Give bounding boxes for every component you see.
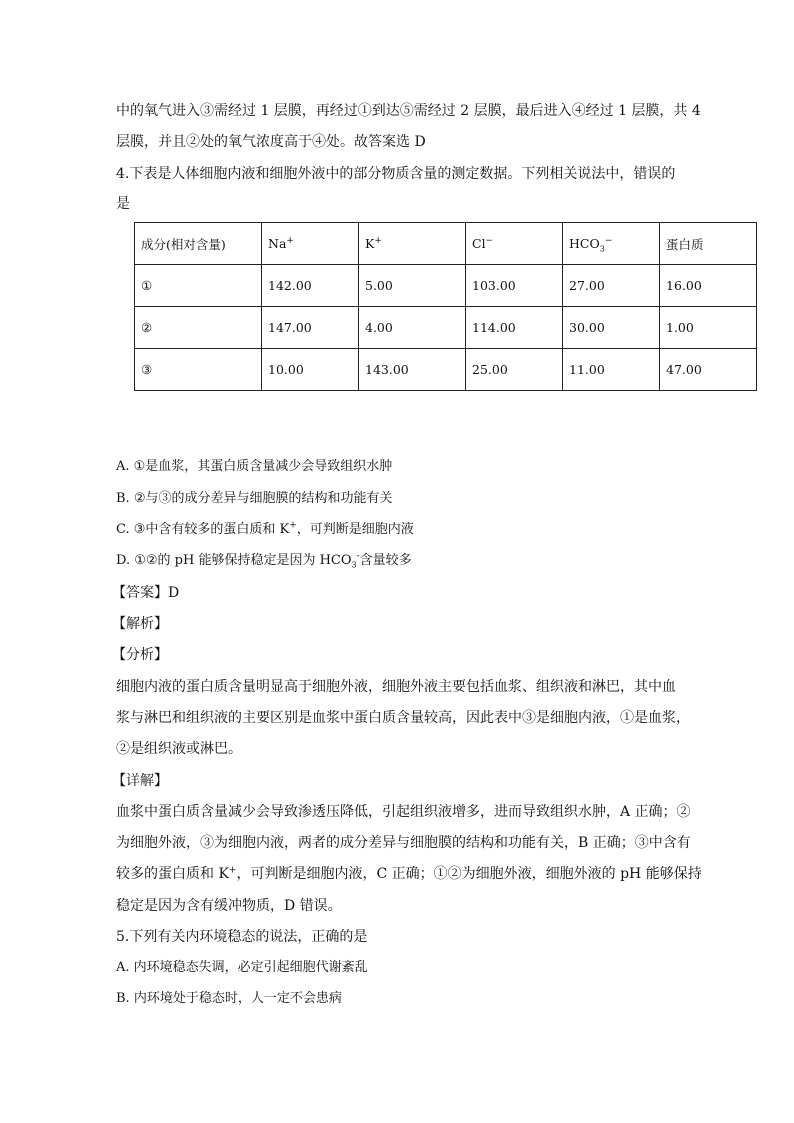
cell-cl: 25.00 <box>466 349 563 391</box>
cell-cl: 103.00 <box>466 265 563 307</box>
table-header-row <box>135 223 757 265</box>
option-a: A. ①是血浆，其蛋白质含量减少会导致组织水肿 <box>116 459 393 474</box>
header-k: K+ <box>359 223 466 265</box>
fenxi-line-1: 细胞内液的蛋白质含量明显高于细胞外液，细胞外液主要包括血浆、组织液和淋巴，其中血 <box>116 679 676 695</box>
intro-line-1: 中的氧气进入③需经过 1 层膜，再经过①到达⑤需经过 2 层膜，最后进入④经过 1 层膜，共 4 <box>116 103 701 119</box>
cell-cl: 114.00 <box>466 307 563 349</box>
cell-k: 4.00 <box>359 307 466 349</box>
option-d: D. ①②的 pH 能够保持稳定是因为 $HCO_3^-$含量较多 <box>116 551 412 570</box>
cell-k: 143.00 <box>359 349 466 391</box>
table-row <box>135 307 757 349</box>
header-component: 成分(相对含量) <box>135 223 262 265</box>
fenxi-line-2: 浆与淋巴和组织液的主要区别是血浆中蛋白质含量较高，因此表中③是细胞内液，①是血浆， <box>116 710 690 726</box>
answer-line: 【答案】D <box>112 585 180 601</box>
cell-hco3: 30.00 <box>563 307 660 349</box>
header-hco3: $HCO_3^-$ <box>563 223 660 265</box>
question-4-stem-line-1: 4.下表是人体细胞内液和细胞外液中的部分物质含量的测定数据。下列相关说法中，错误的 <box>116 166 676 182</box>
option-c: C. ③中含有较多的蛋白质和 K+，可判断是细胞内液 <box>116 520 414 537</box>
row-label: ① <box>135 265 262 307</box>
cell-na: 142.00 <box>262 265 359 307</box>
cell-protein: 47.00 <box>660 349 757 391</box>
cell-hco3: 11.00 <box>563 349 660 391</box>
header-na: Na+ <box>262 223 359 265</box>
detail-line-2: 为细胞外液，③为细胞内液，两者的成分差异与细胞膜的结构和功能有关，B 正确；③中含有 <box>116 835 691 851</box>
fenxi-heading: 【分析】 <box>112 647 168 663</box>
table-row <box>135 265 757 307</box>
table-row <box>135 349 757 391</box>
question-4-stem-line-2: 是 <box>116 196 130 212</box>
header-protein: 蛋白质 <box>660 223 757 265</box>
q5-option-b: B. 内环境处于稳态时，人一定不会患病 <box>116 991 342 1006</box>
q5-option-a: A. 内环境稳态失调，必定引起细胞代谢紊乱 <box>116 960 368 975</box>
option-b: B. ②与③的成分差异与细胞膜的结构和功能有关 <box>116 491 393 506</box>
detail-line-4: 稳定是因为含有缓冲物质，D 错误。 <box>116 898 342 914</box>
cell-protein: 16.00 <box>660 265 757 307</box>
question-5-stem: 5.下列有关内环境稳态的说法，正确的是 <box>116 929 368 945</box>
cell-na: 147.00 <box>262 307 359 349</box>
row-label: ③ <box>135 349 262 391</box>
row-label: ② <box>135 307 262 349</box>
composition-table <box>134 222 757 391</box>
cell-na: 10.00 <box>262 349 359 391</box>
detail-line-1: 血浆中蛋白质含量减少会导致渗透压降低，引起组织液增多，进而导致组织水肿，A 正确；② <box>116 804 691 820</box>
cell-k: 5.00 <box>359 265 466 307</box>
intro-line-2: 层膜，并且②处的氧气浓度高于④处。故答案选 D <box>116 134 426 150</box>
header-cl: Cl− <box>466 223 563 265</box>
detail-line-3: 较多的蛋白质和 K+，可判断是细胞内液，C 正确；①②为细胞外液，细胞外液的 pH 能够保持 <box>116 865 702 882</box>
detail-heading: 【详解】 <box>112 773 168 789</box>
cell-hco3: 27.00 <box>563 265 660 307</box>
analysis-heading: 【解析】 <box>112 616 168 632</box>
fenxi-line-3: ②是组织液或淋巴。 <box>116 741 242 757</box>
cell-protein: 1.00 <box>660 307 757 349</box>
